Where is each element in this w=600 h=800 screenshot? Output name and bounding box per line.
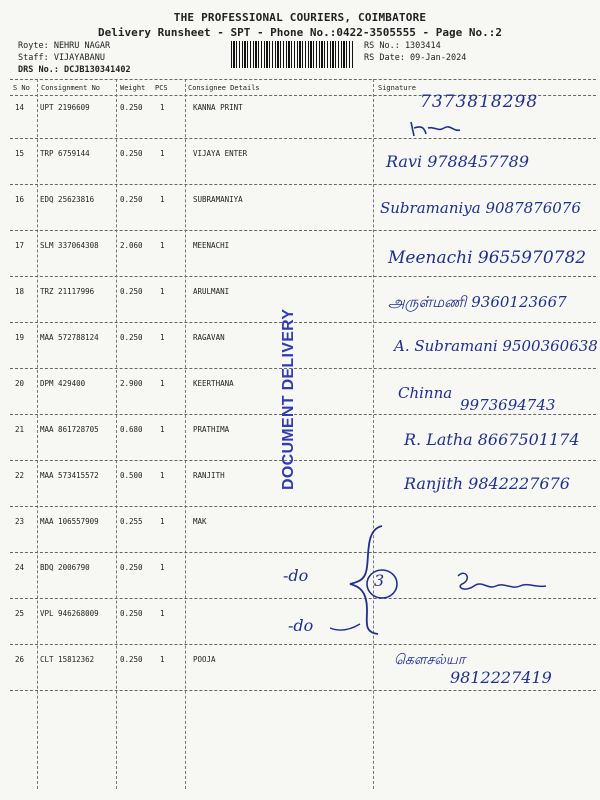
row-divider [10, 644, 596, 645]
signature-row-26-name: கௌசல்யா [394, 652, 466, 668]
row-consignment-number: SLM 337064308 [40, 241, 99, 250]
rs-number: RS No.: 1303414 [364, 41, 441, 51]
signature-row-14: 7373818298 [420, 92, 539, 112]
row-divider [10, 506, 596, 507]
row-weight: 0.500 [120, 471, 143, 480]
row-divider [10, 138, 596, 139]
column-divider [373, 79, 374, 789]
row-divider [10, 184, 596, 185]
signature-row-26: 9812227419 [450, 668, 552, 687]
column-divider [185, 79, 186, 789]
row-sno: 16 [15, 195, 25, 204]
row-consignment-number: VPL 946268009 [40, 609, 99, 618]
row-pcs: 1 [160, 287, 165, 296]
route-label: Royte: NEHRU NAGAR [18, 41, 111, 51]
col-header-pcs: PCS [155, 84, 168, 92]
column-divider [37, 79, 38, 789]
scribble-signature-icon [408, 118, 468, 140]
row-sno: 23 [15, 517, 25, 526]
row-pcs: 1 [160, 379, 165, 388]
row-divider [10, 414, 596, 415]
row-sno: 21 [15, 425, 25, 434]
col-header-sno: S No [13, 84, 30, 92]
row-consignment-number: UPT 2196609 [40, 103, 90, 112]
signature-row-17: Meenachi 9655970782 [388, 248, 587, 268]
row-consignee: KEERTHANA [193, 379, 234, 388]
row-consignment-number: DPM 429400 [40, 379, 86, 388]
row-divider [10, 460, 596, 461]
row-divider [10, 276, 596, 277]
row-weight: 0.255 [120, 517, 143, 526]
row-weight: 0.250 [120, 103, 143, 112]
column-divider [116, 79, 117, 789]
row-consignee: ARULMANI [193, 287, 230, 296]
company-title: THE PROFESSIONAL COURIERS, COIMBATORE [173, 11, 427, 24]
col-header-consignment: Consignment No [41, 84, 101, 92]
row-sno: 14 [15, 103, 25, 112]
signature-row-20-name: Chinna [398, 384, 453, 402]
signature-row-22: Ranjith 9842227676 [404, 474, 570, 493]
row-consignee: MEENACHI [193, 241, 230, 250]
col-header-weight: Weight [120, 84, 146, 92]
row-divider [10, 230, 596, 231]
row-pcs: 1 [160, 655, 165, 664]
row-sno: 18 [15, 287, 25, 296]
row-pcs: 1 [160, 517, 165, 526]
row-consignee: SUBRAMANIYA [193, 195, 243, 204]
row-consignee: KANNA PRINT [193, 103, 243, 112]
row-divider [10, 322, 596, 323]
row-consignment-number: TRZ 21117996 [40, 287, 95, 296]
barcode-image [231, 41, 354, 68]
circle-count: 3 [374, 571, 385, 590]
row-pcs: 1 [160, 563, 165, 572]
row-weight: 0.250 [120, 287, 143, 296]
row-consignee: RANJITH [193, 471, 225, 480]
row-sno: 25 [15, 609, 25, 618]
row-pcs: 1 [160, 609, 165, 618]
runsheet-subtitle: Delivery Runsheet - SPT - Phone No.:0422-3505555 - Page No.:2 [98, 26, 502, 39]
row-consignee: MAK [193, 517, 207, 526]
row-pcs: 1 [160, 149, 165, 158]
row-consignment-number: TRP 6759144 [40, 149, 90, 158]
ditto-row-24: -do [283, 566, 309, 585]
scribble-signature-icon [452, 566, 552, 602]
row-weight: 0.250 [120, 609, 143, 618]
col-header-consignee: Consignee Details [188, 84, 260, 92]
row-sno: 26 [15, 655, 25, 664]
row-pcs: 1 [160, 471, 165, 480]
row-consignment-number: MAA 573415572 [40, 471, 99, 480]
row-consignment-number: BDQ 2006790 [40, 563, 90, 572]
signature-row-15: Ravi 9788457789 [386, 152, 529, 171]
signature-row-16: Subramaniya 9087876076 [380, 199, 581, 217]
row-pcs: 1 [160, 425, 165, 434]
signature-row-21: R. Latha 8667501174 [404, 430, 580, 449]
row-pcs: 1 [160, 241, 165, 250]
row-divider [10, 690, 596, 691]
row-consignment-number: MAA 861728705 [40, 425, 99, 434]
row-consignment-number: MAA 106557909 [40, 517, 99, 526]
row-weight: 0.250 [120, 563, 143, 572]
row-weight: 0.250 [120, 655, 143, 664]
row-pcs: 1 [160, 333, 165, 342]
row-sno: 20 [15, 379, 25, 388]
row-consignee: PRATHIMA [193, 425, 230, 434]
signature-row-19: A. Subramani 9500360638 [394, 337, 598, 355]
row-weight: 2.900 [120, 379, 143, 388]
signature-row-20: 9973694743 [460, 396, 556, 414]
row-sno: 24 [15, 563, 25, 572]
row-consignee: VIJAYA ENTER [193, 149, 248, 158]
staff-label: Staff: VIJAYABANU [18, 53, 105, 63]
ditto-row-25: -do [288, 616, 314, 635]
col-header-signature: Signature [378, 84, 416, 92]
row-sno: 19 [15, 333, 25, 342]
row-consignment-number: MAA 572788124 [40, 333, 99, 342]
row-weight: 0.680 [120, 425, 143, 434]
row-weight: 2.060 [120, 241, 143, 250]
document-delivery-stamp: DOCUMENT DELIVERY [280, 308, 297, 490]
row-sno: 22 [15, 471, 25, 480]
row-consignee: POOJA [193, 655, 216, 664]
row-pcs: 1 [160, 195, 165, 204]
rs-date: RS Date: 09-Jan-2024 [364, 53, 467, 63]
row-weight: 0.250 [120, 195, 143, 204]
row-weight: 0.250 [120, 149, 143, 158]
signature-row-18: அருள்மணி 9360123667 [388, 293, 567, 311]
row-consignment-number: CLT 15812362 [40, 655, 95, 664]
row-divider [10, 368, 596, 369]
row-sno: 15 [15, 149, 25, 158]
row-consignment-number: EDQ 25623816 [40, 195, 95, 204]
row-pcs: 1 [160, 103, 165, 112]
drs-number: DRS No.: DCJB130341402 [18, 65, 131, 75]
row-consignee: RAGAVAN [193, 333, 225, 342]
row-weight: 0.250 [120, 333, 143, 342]
table-top-rule [10, 79, 596, 80]
row-sno: 17 [15, 241, 25, 250]
row-divider [10, 552, 596, 553]
